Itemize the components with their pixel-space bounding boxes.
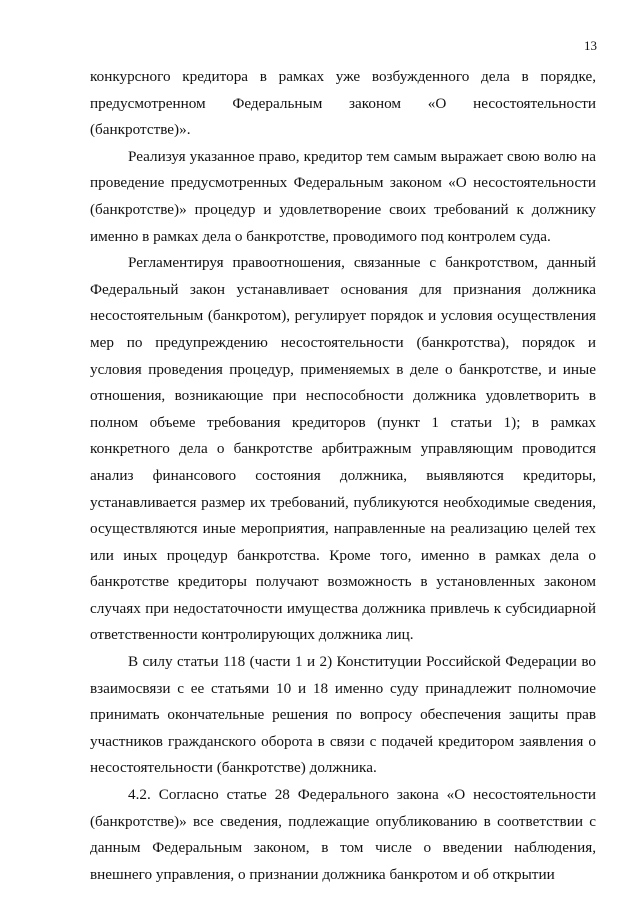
paragraph-2: Реализуя указанное право, кредитор тем самым выражает свою волю на проведение предусмотренных Федеральным законом «О несостоятельности (банкротстве)» процедур и удовлетворение своих требований к должнику именно в рамках дела о банкротстве, проводимого под контролем суда. xyxy=(90,147,596,245)
paragraph-1: конкурсного кредитора в рамках уже возбужденного дела в порядке, предусмотренном Федеральным законом «О несостоятельности (банкротстве)». xyxy=(90,68,596,139)
paragraph-3: Регламентируя правоотношения, связанные с банкротством, данный Федеральный закон устанавливает основания для признания должника несостоятельным (банкротом), регулирует порядок и условия осуществления мер по предупреждению несостоятельности (банкротства), порядок и условия проведения процедур, применяемых в деле о банкротстве, и иные отношения, возникающие при неспособности должника удовлетворить в полном объеме требования кредиторов (пункт 1 статьи 1); в рамках конкретного дела о банкротстве арбитражным управляющим проводится анализ финансового состояния должника, выявляются кредиторы, устанавливается размер их требований, публикуются необходимые сведения, осуществляются иные мероприятия, направленные на реализацию целей тех или иных процедур банкротства. Кроме того, именно в рамках дела о банкротстве кредиторы получают возможность в установленных законом случаях при недостаточности имущества должника привлечь к субсидиарной ответственности контролирующих должника лиц. xyxy=(90,254,596,644)
paragraph-4: В силу статьи 118 (части 1 и 2) Конституции Российской Федерации во взаимосвязи с ее статьями 10 и 18 именно суду принадлежит полномочие принимать окончательные решения по вопросу обеспечения защиты прав участников гражданского оборота в связи с подачей кредитором заявления о несостоятельности (банкротстве) должника. xyxy=(90,653,596,777)
document-body xyxy=(90,64,596,888)
paragraph-5: 4.2. Согласно статье 28 Федерального закона «О несостоятельности (банкротстве)» все сведения, подлежащие опубликованию в соответствии с данным Федеральным законом, в том числе о введении наблюдения, внешнего управления, о признании должника банкротом и об открытии xyxy=(90,786,596,883)
page-number: 13 xyxy=(584,38,597,53)
